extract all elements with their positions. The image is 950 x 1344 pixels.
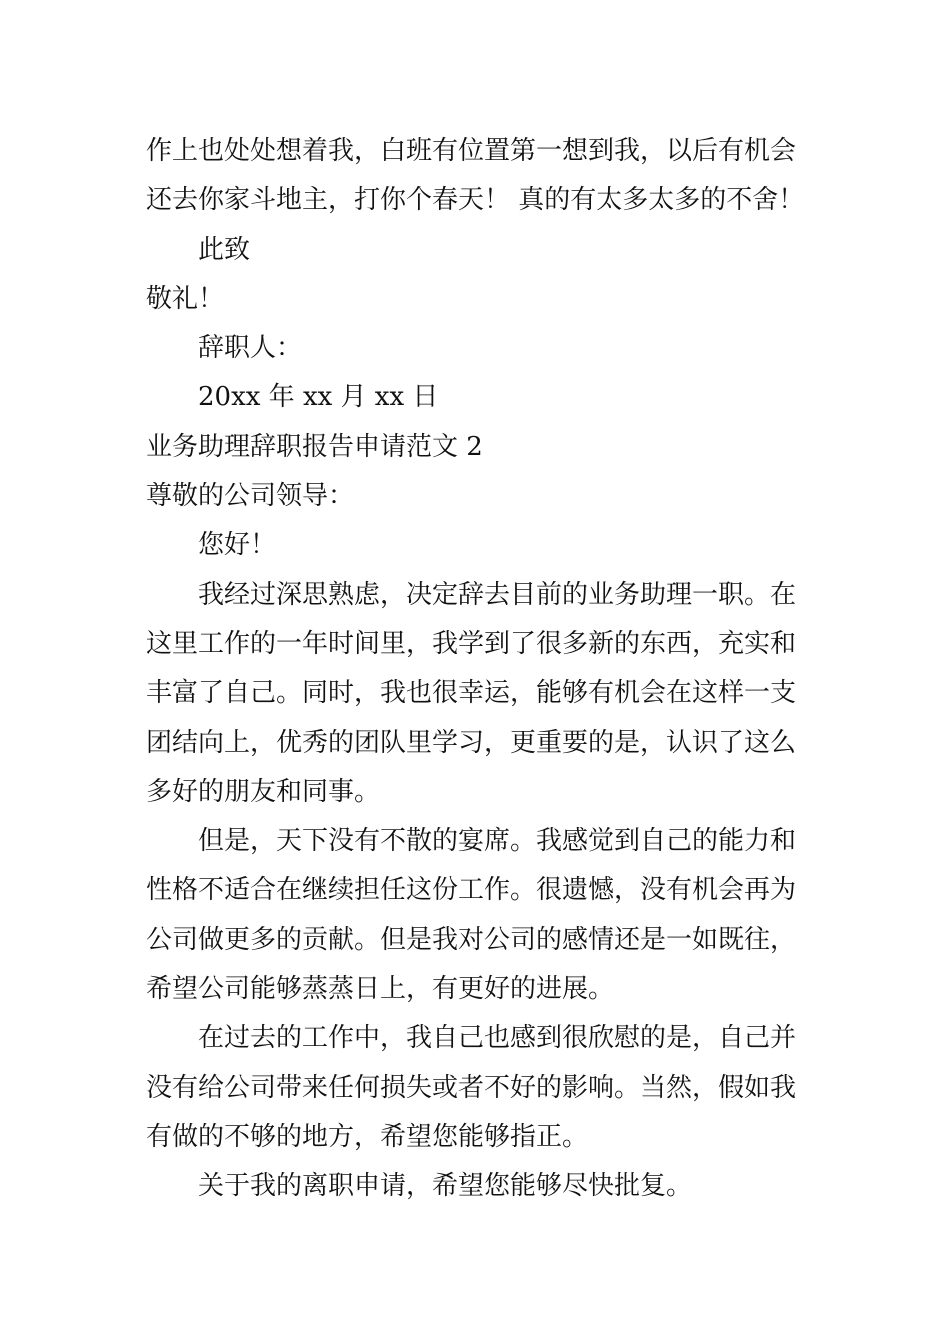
document-line: 但是，天下没有不散的宴席。我感觉到自己的能力和 <box>198 826 797 857</box>
document-line: 作上也处处想着我，白班有位置第一想到我，以后有机会 <box>146 136 797 166</box>
document-line: 还去你家斗地主，打你个春天！ 真的有太多太多的不舍！ <box>146 185 805 216</box>
document-line: 希望公司能够蒸蒸日上，有更好的进展。 <box>146 974 615 1005</box>
document-line: 丰富了自己。同时，我也很幸运，能够有机会在这样一支 <box>146 678 797 709</box>
document-line: 关于我的离职申请，希望您能够尽快批复。 <box>198 1171 693 1202</box>
document-line: 业务助理辞职报告申请范文 2 <box>146 431 483 462</box>
document-line: 在过去的工作中，我自己也感到很欣慰的是，自己并 <box>198 1023 797 1054</box>
document-body <box>146 127 811 1212</box>
document-line: 20xx 年 xx 月 xx 日 <box>198 382 439 413</box>
document-line: 辞职人： <box>198 333 303 364</box>
document-line: 团结向上，优秀的团队里学习，更重要的是，认识了这么 <box>146 727 797 758</box>
document-line: 没有给公司带来任何损失或者不好的影响。当然，假如我 <box>146 1072 797 1103</box>
document-line: 性格不适合在继续担任这份工作。很遗憾，没有机会再为 <box>146 875 797 906</box>
document-line: 此致 <box>198 234 251 265</box>
document-line: 公司做更多的贡献。但是我对公司的感情还是一如既往， <box>146 924 797 955</box>
document-line: 有做的不够的地方，希望您能够指正。 <box>146 1121 589 1152</box>
document-line: 这里工作的一年时间里，我学到了很多新的东西，充实和 <box>146 628 797 659</box>
document-line: 您好！ <box>198 530 277 561</box>
document-line: 敬礼！ <box>146 283 225 314</box>
document-line: 多好的朋友和同事。 <box>146 776 381 807</box>
document-line: 我经过深思熟虑，决定辞去目前的业务助理一职。在 <box>198 579 797 610</box>
document-line: 尊敬的公司领导： <box>146 481 355 512</box>
